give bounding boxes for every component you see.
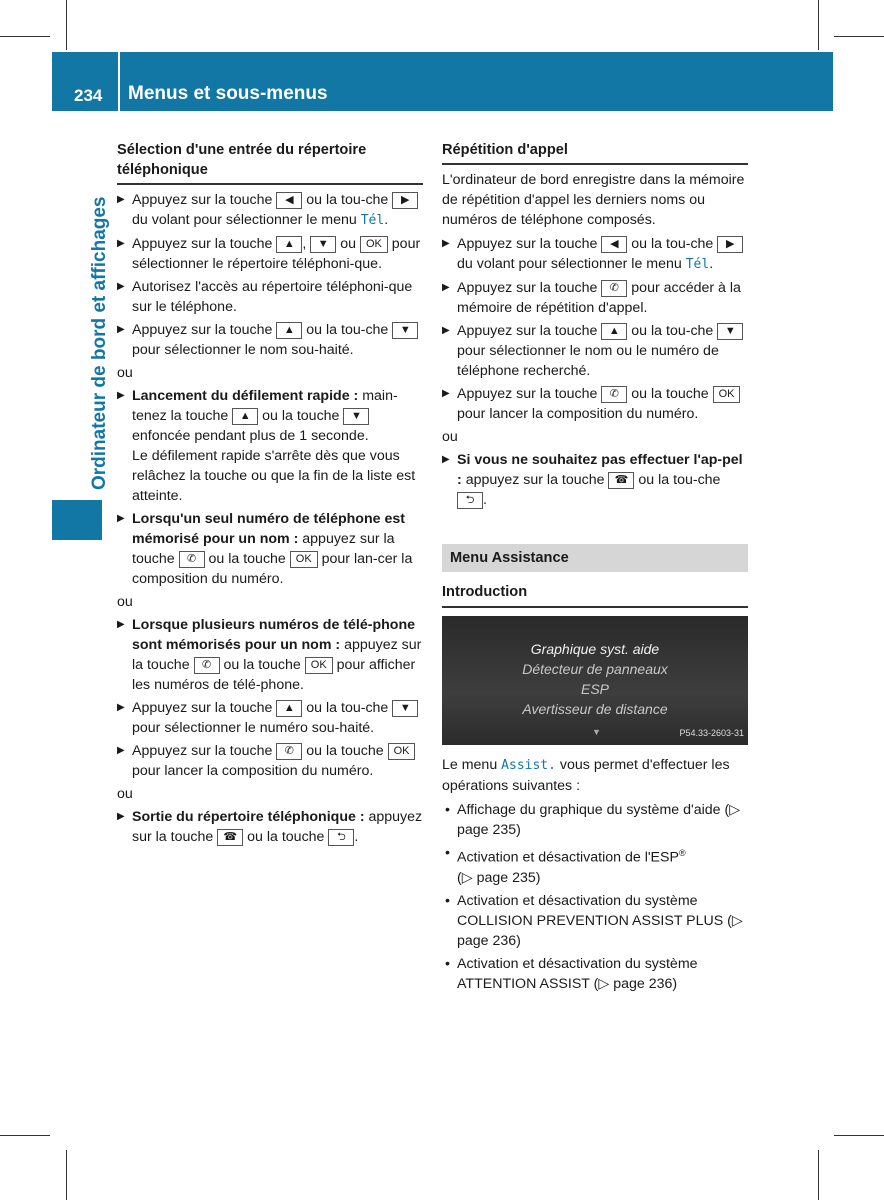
screen-menu-item: Avertisseur de distance <box>522 701 668 717</box>
right-column <box>442 140 748 997</box>
phone-key-icon: ✆ <box>601 386 627 403</box>
left-column <box>117 140 423 850</box>
figure-code: P54.33-2603-31 <box>679 728 744 738</box>
or-text: ou <box>442 429 458 445</box>
menu-name: Tél <box>685 257 710 272</box>
crop-mark <box>818 1150 819 1200</box>
step: ▶ Appuyez sur la touche ✆ ou la touche OK pour lancer la composition du numéro. <box>442 384 748 424</box>
phone-key-icon: ✆ <box>179 551 205 568</box>
or-text: ou <box>117 786 133 802</box>
section-band: Menu Assistance <box>442 544 748 572</box>
up-arrow-key-icon: ▲ <box>276 322 302 339</box>
list-item: • Activation et désactivation du système ATTENTION ASSIST (▷ page 236) <box>442 954 748 994</box>
chapter-side-tab: Ordinateur de bord et affichages <box>89 196 110 490</box>
ok-key: OK <box>360 236 388 253</box>
screen-menu-item: ESP <box>580 681 609 697</box>
step: ▶ Appuyez sur la touche ✆ pour accéder à la mémoire de répétition d'appel. <box>442 278 748 318</box>
list-item: • Activation et désactivation de l'ESP® (▷ page 235) <box>442 843 748 888</box>
or-text: ou <box>117 594 133 610</box>
header-divider <box>118 52 120 111</box>
intro-paragraph: L'ordinateur de bord enregistre dans la mémoire de répétition d'appel les derniers noms ou numéros de téléphone composés. <box>442 172 745 228</box>
step: ▶ Appuyez sur la touche ◀ ou la tou-che ▶ du volant pour sélectionner le menu Tél. <box>117 190 423 231</box>
crop-mark <box>818 0 819 50</box>
up-arrow-key-icon: ▲ <box>276 236 302 253</box>
chapter-tab-block <box>52 500 102 540</box>
menu-description: Le menu Assist. vous permet d'effectuer les opérations suivantes : <box>442 757 730 794</box>
up-arrow-key-icon: ▲ <box>601 323 627 340</box>
scroll-down-icon: ▼ <box>592 727 601 737</box>
down-arrow-key-icon: ▼ <box>392 700 418 717</box>
down-arrow-key-icon: ▼ <box>310 236 336 253</box>
phone-key-icon: ✆ <box>276 743 302 760</box>
step: ▶ Lorsqu'un seul numéro de téléphone est mémorisé pour un nom : appuyez sur la touche ✆ ou la touche OK pour lan-cer la composition du numéro. <box>117 509 423 589</box>
down-arrow-key-icon: ▼ <box>717 323 743 340</box>
down-arrow-key-icon: ▼ <box>343 408 369 425</box>
section-title: Répétition d'appel <box>442 140 748 165</box>
hang-up-key-icon: ☎ <box>217 829 243 846</box>
crop-mark <box>0 1135 50 1136</box>
left-arrow-key-icon: ◀ <box>276 192 302 209</box>
phone-key-icon: ✆ <box>601 280 627 297</box>
crop-mark <box>66 0 67 50</box>
step: ▶ Sortie du répertoire téléphonique : appuyez sur la touche ☎ ou la touche ⮌ . <box>117 807 423 847</box>
step: ▶ Autorisez l'accès au répertoire téléphoni-que sur le téléphone. <box>117 277 423 317</box>
display-screenshot <box>442 616 748 745</box>
step: ▶ Appuyez sur la touche ▲ ou la tou-che ▼ pour sélectionner le nom sou-haité. <box>117 320 423 360</box>
page-title: Menus et sous-menus <box>128 83 328 104</box>
menu-name: Assist. <box>501 758 556 773</box>
or-text: ou <box>117 365 133 381</box>
screen-menu-item: Graphique syst. aide <box>530 641 660 657</box>
step: ▶ Appuyez sur la touche ▲ , ▼ ou OK pour sélectionner le répertoire téléphoni-que. <box>117 234 423 274</box>
left-arrow-key-icon: ◀ <box>601 236 627 253</box>
phone-key-icon: ✆ <box>194 657 220 674</box>
right-arrow-key-icon: ▶ <box>717 236 743 253</box>
list-item: • Affichage du graphique du système d'aide (▷ page 235) <box>442 800 748 840</box>
crop-mark <box>834 36 884 37</box>
page-number: 234 <box>74 86 103 105</box>
subsection-title: Introduction <box>442 582 748 608</box>
back-key-icon: ⮌ <box>457 492 483 509</box>
step: ▶ Appuyez sur la touche ▲ ou la tou-che ▼ pour sélectionner le numéro sou-haité. <box>117 698 423 738</box>
right-arrow-key-icon: ▶ <box>392 192 418 209</box>
list-item: • Activation et désactivation du système COLLISION PREVENTION ASSIST PLUS (▷ page 236) <box>442 891 748 951</box>
crop-mark <box>66 1150 67 1200</box>
menu-name: Tél <box>360 213 385 228</box>
step: ▶ Lorsque plusieurs numéros de télé-phone sont mémorisés pour un nom : appuyez sur la touche ✆ ou la touche OK pour afficher les numéros de télé-phone. <box>117 615 423 695</box>
ok-key: OK <box>713 386 741 403</box>
screen-menu-item: Détecteur de panneaux <box>522 661 668 677</box>
down-arrow-key-icon: ▼ <box>392 322 418 339</box>
ok-key: OK <box>388 743 416 760</box>
crop-mark <box>0 36 50 37</box>
hang-up-key-icon: ☎ <box>608 472 634 489</box>
step: ▶ Appuyez sur la touche ✆ ou la touche OK pour lancer la composition du numéro. <box>117 741 423 781</box>
back-key-icon: ⮌ <box>328 829 354 846</box>
ok-key: OK <box>305 657 333 674</box>
section-title: Sélection d'une entrée du répertoire téléphonique <box>117 140 423 185</box>
up-arrow-key-icon: ▲ <box>276 700 302 717</box>
up-arrow-key-icon: ▲ <box>232 408 258 425</box>
ok-key: OK <box>290 551 318 568</box>
step: ▶ Lancement du défilement rapide : main-tenez la touche ▲ ou la touche ▼ enfoncée pendant plus de 1 seconde. Le défilement rapide s'arrête dès que vous relâchez la touche ou que la fin de la liste est atteinte. <box>117 386 423 506</box>
step: ▶ Appuyez sur la touche ▲ ou la tou-che ▼ pour sélectionner le nom ou le numéro de téléphone recherché. <box>442 321 748 381</box>
step: ▶ Si vous ne souhaitez pas effectuer l'ap-pel : appuyez sur la touche ☎ ou la tou-che ⮌ . <box>442 450 748 510</box>
step: ▶ Appuyez sur la touche ◀ ou la tou-che ▶ du volant pour sélectionner le menu Tél. <box>442 234 748 275</box>
crop-mark <box>834 1135 884 1136</box>
